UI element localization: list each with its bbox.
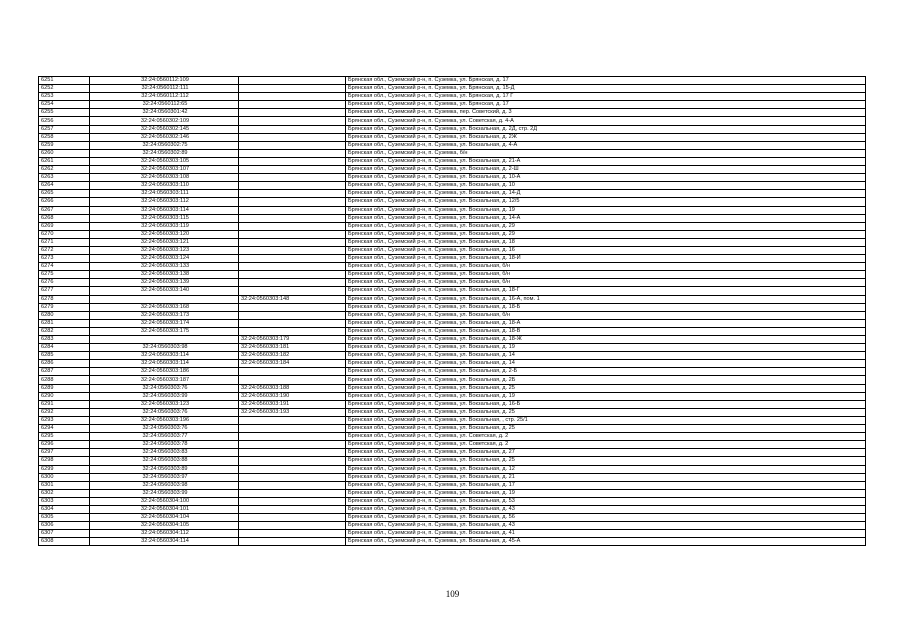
row-number-cell: 6256 (39, 117, 90, 125)
address-cell: Брянская обл., Суземский р-н, п. Суземка, ул. Вокзальная, д. 18-И (346, 255, 866, 263)
cadastral-number-cell: 32:24:0560303:77 (90, 433, 239, 441)
table-row (39, 489, 866, 497)
cadastral-number-cell: 32:24:0560303:98 (90, 344, 239, 352)
building-cadastral-number-cell (239, 149, 346, 157)
row-number-cell: 6274 (39, 263, 90, 271)
building-cadastral-number-cell (239, 457, 346, 465)
table-row (39, 384, 866, 392)
address-cell: Брянская обл., Суземский р-н, п. Суземка, ул. Вокзальная, д. 10-А (346, 174, 866, 182)
building-cadastral-number-cell (239, 522, 346, 530)
table-row (39, 206, 866, 214)
table-row (39, 481, 866, 489)
row-number-cell: 6288 (39, 376, 90, 384)
cadastral-number-cell: 32:24:0560303:114 (90, 352, 239, 360)
building-cadastral-number-cell (239, 530, 346, 538)
address-cell: Брянская обл., Суземский р-н, п. Суземка, ул. Вокзальная, д. 2-Б (346, 368, 866, 376)
cadastral-number-cell: 32:24:0560303:108 (90, 174, 239, 182)
building-cadastral-number-cell (239, 473, 346, 481)
table-row (39, 522, 866, 530)
building-cadastral-number-cell: 32:24:0560303:179 (239, 336, 346, 344)
building-cadastral-number-cell (239, 481, 346, 489)
cadastral-number-cell: 32:24:0560303:168 (90, 303, 239, 311)
cadastral-number-cell: 32:24:0560304:114 (90, 538, 239, 546)
address-cell: Брянская обл., Суземский р-н, п. Суземка, пер. Советский, д. 3 (346, 109, 866, 117)
table-row (39, 125, 866, 133)
row-number-cell: 6301 (39, 481, 90, 489)
address-cell: Брянская обл., Суземский р-н, п. Суземка, ул. Вокзальная, д. 29 (346, 222, 866, 230)
table-row (39, 327, 866, 335)
building-cadastral-number-cell: 32:24:0560303:191 (239, 400, 346, 408)
building-cadastral-number-cell (239, 376, 346, 384)
address-cell: Брянская обл., Суземский р-н, п. Суземка, ул. Советская, д. 2 (346, 441, 866, 449)
cadastral-number-cell: 32:24:0560302:75 (90, 141, 239, 149)
row-number-cell: 6304 (39, 505, 90, 513)
address-cell: Брянская обл., Суземский р-н, п. Суземка, ул. Вокзальная, д. 19 (346, 206, 866, 214)
building-cadastral-number-cell (239, 157, 346, 165)
table-row (39, 497, 866, 505)
address-cell: Брянская обл., Суземский р-н, п. Суземка, ул. Вокзальная, д. 18-Б (346, 303, 866, 311)
address-cell: Брянская обл., Суземский р-н, п. Суземка, ул. Вокзальная, д. 14 (346, 352, 866, 360)
cadastral-number-cell: 32:24:0560303:173 (90, 311, 239, 319)
row-number-cell: 6297 (39, 449, 90, 457)
address-cell: Брянская обл., Суземский р-н, п. Суземка, ул. Вокзальная, д. 43 (346, 505, 866, 513)
row-number-cell: 6282 (39, 327, 90, 335)
building-cadastral-number-cell (239, 303, 346, 311)
row-number-cell: 6302 (39, 489, 90, 497)
table-row (39, 287, 866, 295)
row-number-cell: 6305 (39, 514, 90, 522)
address-cell: Брянская обл., Суземский р-н, п. Суземка, ул. Вокзальная, д. 14 (346, 360, 866, 368)
row-number-cell: 6279 (39, 303, 90, 311)
table-row (39, 392, 866, 400)
row-number-cell: 6254 (39, 101, 90, 109)
row-number-cell: 6285 (39, 352, 90, 360)
row-number-cell: 6268 (39, 214, 90, 222)
row-number-cell: 6252 (39, 85, 90, 93)
table-row (39, 449, 866, 457)
cadastral-number-cell: 32:24:0560303:105 (90, 157, 239, 165)
cadastral-number-cell: 32:24:0560303:187 (90, 376, 239, 384)
building-cadastral-number-cell: 32:24:0560303:188 (239, 384, 346, 392)
cadastral-number-cell: 32:24:0560303:99 (90, 392, 239, 400)
table-row (39, 190, 866, 198)
address-cell: Брянская обл., Суземский р-н, п. Суземка, ул. Вокзальная, д. 45-А (346, 538, 866, 546)
cadastral-number-cell: 32:24:0560303:98 (90, 481, 239, 489)
address-cell: Брянская обл., Суземский р-н, п. Суземка, ул. Вокзальная, д. 18-Ж (346, 336, 866, 344)
row-number-cell: 6291 (39, 400, 90, 408)
cadastral-number-cell: 32:24:0560303:114 (90, 206, 239, 214)
address-cell: Брянская обл., Суземский р-н, п. Суземка, ул. Вокзальная, д. 14-Д (346, 190, 866, 198)
table-row (39, 505, 866, 513)
row-number-cell: 6287 (39, 368, 90, 376)
cadastral-number-cell: 32:24:0560303:115 (90, 214, 239, 222)
address-cell: Брянская обл., Суземский р-н, п. Суземка, ул. Вокзальная, д. 2Ж (346, 133, 866, 141)
row-number-cell: 6258 (39, 133, 90, 141)
building-cadastral-number-cell (239, 174, 346, 182)
cadastral-number-cell: 32:24:0560303:76 (90, 384, 239, 392)
row-number-cell: 6284 (39, 344, 90, 352)
address-cell: Брянская обл., Суземский р-н, п. Суземка, ул. Вокзальная, д. 43 (346, 522, 866, 530)
address-cell: Брянская обл., Суземский р-н, п. Суземка, ул. Советская, д. 2 (346, 433, 866, 441)
building-cadastral-number-cell (239, 214, 346, 222)
address-cell: Брянская обл., Суземский р-н, п. Суземка, ул. Вокзальная, д. 25 (346, 425, 866, 433)
row-number-cell: 6292 (39, 408, 90, 416)
building-cadastral-number-cell: 32:24:0560303:181 (239, 344, 346, 352)
building-cadastral-number-cell (239, 77, 346, 85)
building-cadastral-number-cell (239, 190, 346, 198)
cadastral-number-cell: 32:24:0560303:111 (90, 190, 239, 198)
cadastral-number-cell (90, 295, 239, 303)
table-row (39, 336, 866, 344)
building-cadastral-number-cell (239, 311, 346, 319)
cadastral-number-cell: 32:24:0560301:42 (90, 109, 239, 117)
cadastral-number-cell: 32:24:0560302:109 (90, 117, 239, 125)
row-number-cell: 6255 (39, 109, 90, 117)
row-number-cell: 6273 (39, 255, 90, 263)
table-row (39, 230, 866, 238)
building-cadastral-number-cell (239, 198, 346, 206)
table-row (39, 360, 866, 368)
address-cell: Брянская обл., Суземский р-н, п. Суземка, ул. Вокзальная, д. 27 (346, 449, 866, 457)
row-number-cell: 6286 (39, 360, 90, 368)
cadastral-number-cell: 32:24:0560112:112 (90, 93, 239, 101)
table-row (39, 198, 866, 206)
table-row (39, 222, 866, 230)
address-cell: Брянская обл., Суземский р-н, п. Суземка, ул. Вокзальная, д. 41 (346, 530, 866, 538)
row-number-cell: 6294 (39, 425, 90, 433)
row-number-cell: 6290 (39, 392, 90, 400)
cadastral-number-cell: 32:24:0560303:76 (90, 425, 239, 433)
row-number-cell: 6253 (39, 93, 90, 101)
address-cell: Брянская обл., Суземский р-н, п. Суземка, ул. Брянская, д. 17 (346, 77, 866, 85)
table-row (39, 157, 866, 165)
row-number-cell: 6251 (39, 77, 90, 85)
cadastral-number-cell: 32:24:0560302:89 (90, 149, 239, 157)
row-number-cell: 6263 (39, 174, 90, 182)
address-cell: Брянская обл., Суземский р-н, п. Суземка, ул. Вокзальная, д. 21-А (346, 157, 866, 165)
row-number-cell: 6267 (39, 206, 90, 214)
table-row (39, 141, 866, 149)
address-cell: Брянская обл., Суземский р-н, п. Суземка, ул. Вокзальная, , стр. 25/1 (346, 416, 866, 424)
table-row (39, 149, 866, 157)
row-number-cell: 6307 (39, 530, 90, 538)
row-number-cell: 6271 (39, 238, 90, 246)
building-cadastral-number-cell (239, 85, 346, 93)
row-number-cell: 6280 (39, 311, 90, 319)
table-row (39, 214, 866, 222)
row-number-cell: 6289 (39, 384, 90, 392)
building-cadastral-number-cell (239, 222, 346, 230)
building-cadastral-number-cell: 32:24:0560303:148 (239, 295, 346, 303)
cadastral-number-cell (90, 336, 239, 344)
table-row (39, 174, 866, 182)
cadastral-number-cell: 32:24:0560302:145 (90, 125, 239, 133)
table-row (39, 457, 866, 465)
cadastral-table (38, 76, 866, 546)
cadastral-number-cell: 32:24:0560112:111 (90, 85, 239, 93)
building-cadastral-number-cell (239, 465, 346, 473)
table-row (39, 279, 866, 287)
address-cell: Брянская обл., Суземский р-н, п. Суземка, ул. Советская, д. 4-А (346, 117, 866, 125)
row-number-cell: 6261 (39, 157, 90, 165)
cadastral-number-cell: 32:24:0560303:114 (90, 360, 239, 368)
building-cadastral-number-cell: 32:24:0560303:182 (239, 352, 346, 360)
cadastral-number-cell: 32:24:0560304:112 (90, 530, 239, 538)
cadastral-number-cell: 32:24:0560303:88 (90, 457, 239, 465)
building-cadastral-number-cell (239, 287, 346, 295)
table-row (39, 319, 866, 327)
row-number-cell: 6272 (39, 246, 90, 254)
row-number-cell: 6277 (39, 287, 90, 295)
address-cell: Брянская обл., Суземский р-н, п. Суземка, ул. Вокзальная, б/н (346, 279, 866, 287)
table-row (39, 93, 866, 101)
table-row (39, 368, 866, 376)
table-row (39, 238, 866, 246)
cadastral-number-cell: 32:24:0560303:138 (90, 271, 239, 279)
cadastral-number-cell: 32:24:0560303:119 (90, 222, 239, 230)
table-row (39, 538, 866, 546)
address-cell: Брянская обл., Суземский р-н, п. Суземка, ул. Вокзальная, д. 18-А (346, 319, 866, 327)
cadastral-number-cell: 32:24:0560303:123 (90, 400, 239, 408)
row-number-cell: 6260 (39, 149, 90, 157)
table-row (39, 311, 866, 319)
page-number: 109 (445, 589, 460, 599)
row-number-cell: 6293 (39, 416, 90, 424)
cadastral-number-cell: 32:24:0560303:89 (90, 465, 239, 473)
address-cell: Брянская обл., Суземский р-н, п. Суземка, ул. Вокзальная, д. 19 (346, 344, 866, 352)
cadastral-number-cell: 32:24:0560303:124 (90, 255, 239, 263)
table-row (39, 530, 866, 538)
table-row (39, 117, 866, 125)
building-cadastral-number-cell (239, 182, 346, 190)
row-number-cell: 6266 (39, 198, 90, 206)
building-cadastral-number-cell: 32:24:0560303:193 (239, 408, 346, 416)
cadastral-number-cell: 32:24:0560112:109 (90, 77, 239, 85)
address-cell: Брянская обл., Суземский р-н, п. Суземка, ул. Вокзальная, д. 18 (346, 238, 866, 246)
building-cadastral-number-cell (239, 441, 346, 449)
building-cadastral-number-cell (239, 109, 346, 117)
building-cadastral-number-cell (239, 368, 346, 376)
building-cadastral-number-cell (239, 93, 346, 101)
table-row (39, 255, 866, 263)
table-body (39, 77, 866, 546)
cadastral-number-cell: 32:24:0560304:101 (90, 505, 239, 513)
row-number-cell: 6299 (39, 465, 90, 473)
address-cell: Брянская обл., Суземский р-н, п. Суземка, ул. Вокзальная, д. 14-А (346, 214, 866, 222)
building-cadastral-number-cell (239, 425, 346, 433)
row-number-cell: 6257 (39, 125, 90, 133)
cadastral-number-cell: 32:24:0560303:83 (90, 449, 239, 457)
table-row (39, 376, 866, 384)
table-row (39, 109, 866, 117)
table-row (39, 303, 866, 311)
cadastral-number-cell: 32:24:0560303:139 (90, 279, 239, 287)
address-cell: Брянская обл., Суземский р-н, п. Суземка, ул. Вокзальная, д. 16-Б (346, 400, 866, 408)
cadastral-number-cell: 32:24:0560303:76 (90, 408, 239, 416)
address-cell: Брянская обл., Суземский р-н, п. Суземка, ул. Вокзальная, д. 2Б (346, 376, 866, 384)
address-cell: Брянская обл., Суземский р-н, п. Суземка, ул. Вокзальная, д. 2-Ш (346, 166, 866, 174)
building-cadastral-number-cell (239, 271, 346, 279)
row-number-cell: 6306 (39, 522, 90, 530)
building-cadastral-number-cell (239, 279, 346, 287)
table-row (39, 182, 866, 190)
cadastral-number-cell: 32:24:0560303:174 (90, 319, 239, 327)
address-cell: Брянская обл., Суземский р-н, п. Суземка, ул. Вокзальная, д. 10 (346, 182, 866, 190)
cadastral-number-cell: 32:24:0560303:97 (90, 473, 239, 481)
building-cadastral-number-cell (239, 133, 346, 141)
building-cadastral-number-cell (239, 246, 346, 254)
building-cadastral-number-cell: 32:24:0560303:184 (239, 360, 346, 368)
row-number-cell: 6259 (39, 141, 90, 149)
row-number-cell: 6262 (39, 166, 90, 174)
address-cell: Брянская обл., Суземский р-н, п. Суземка, ул. Брянская, д. 15-Д (346, 85, 866, 93)
building-cadastral-number-cell (239, 449, 346, 457)
address-cell: Брянская обл., Суземский р-н, п. Суземка, ул. Вокзальная, д. 21 (346, 473, 866, 481)
table-row (39, 77, 866, 85)
cadastral-number-cell: 32:24:0560303:99 (90, 489, 239, 497)
row-number-cell: 6265 (39, 190, 90, 198)
building-cadastral-number-cell (239, 505, 346, 513)
row-number-cell: 6270 (39, 230, 90, 238)
table-row (39, 271, 866, 279)
table-row (39, 295, 866, 303)
table-row (39, 416, 866, 424)
cadastral-number-cell: 32:24:0560303:78 (90, 441, 239, 449)
cadastral-number-cell: 32:24:0560304:104 (90, 514, 239, 522)
row-number-cell: 6298 (39, 457, 90, 465)
building-cadastral-number-cell (239, 433, 346, 441)
cadastral-number-cell: 32:24:0560112:65 (90, 101, 239, 109)
cadastral-number-cell: 32:24:0560303:120 (90, 230, 239, 238)
address-cell: Брянская обл., Суземский р-н, п. Суземка, ул. Вокзальная, д. 12 (346, 465, 866, 473)
cadastral-number-cell: 32:24:0560304:105 (90, 522, 239, 530)
row-number-cell: 6278 (39, 295, 90, 303)
cadastral-number-cell: 32:24:0560303:123 (90, 246, 239, 254)
row-number-cell: 6275 (39, 271, 90, 279)
address-cell: Брянская обл., Суземский р-н, п. Суземка, ул. Вокзальная, д. 25 (346, 457, 866, 465)
address-cell: Брянская обл., Суземский р-н, п. Суземка, ул. Вокзальная, д. 12/5 (346, 198, 866, 206)
row-number-cell: 6281 (39, 319, 90, 327)
address-cell: Брянская обл., Суземский р-н, п. Суземка, ул. Вокзальная, б/н (346, 271, 866, 279)
row-number-cell: 6269 (39, 222, 90, 230)
cadastral-number-cell: 32:24:0560303:175 (90, 327, 239, 335)
table-row (39, 133, 866, 141)
address-cell: Брянская обл., Суземский р-н, п. Суземка, ул. Брянская, д. 17 (346, 101, 866, 109)
row-number-cell: 6308 (39, 538, 90, 546)
table-row (39, 425, 866, 433)
cadastral-number-cell: 32:24:0560303:186 (90, 368, 239, 376)
address-cell: Брянская обл., Суземский р-н, п. Суземка, ул. Вокзальная, б/н (346, 311, 866, 319)
row-number-cell: 6300 (39, 473, 90, 481)
row-number-cell: 6295 (39, 433, 90, 441)
table-row (39, 400, 866, 408)
cadastral-number-cell: 32:24:0560303:133 (90, 263, 239, 271)
address-cell: Брянская обл., Суземский р-н, п. Суземка, ул. Вокзальная, д. 16-А, пом. 1 (346, 295, 866, 303)
building-cadastral-number-cell (239, 514, 346, 522)
building-cadastral-number-cell (239, 255, 346, 263)
row-number-cell: 6264 (39, 182, 90, 190)
address-cell: Брянская обл., Суземский р-н, п. Суземка, ул. Вокзальная, д. 2Д, стр. 2Д (346, 125, 866, 133)
table-row (39, 344, 866, 352)
address-cell: Брянская обл., Суземский р-н, п. Суземка, ул. Вокзальная, д. 18-В (346, 327, 866, 335)
building-cadastral-number-cell (239, 101, 346, 109)
building-cadastral-number-cell (239, 206, 346, 214)
table-row (39, 408, 866, 416)
table-row (39, 101, 866, 109)
address-cell: Брянская обл., Суземский р-н, п. Суземка, ул. Вокзальная, д. 17 (346, 481, 866, 489)
address-cell: Брянская обл., Суземский р-н, п. Суземка, ул. Вокзальная, б/н (346, 263, 866, 271)
building-cadastral-number-cell (239, 416, 346, 424)
table-row (39, 473, 866, 481)
table-row (39, 465, 866, 473)
building-cadastral-number-cell (239, 166, 346, 174)
address-cell: Брянская обл., Суземский р-н, п. Суземка, ул. Вокзальная, д. 19 (346, 489, 866, 497)
cadastral-number-cell: 32:24:0560303:107 (90, 166, 239, 174)
building-cadastral-number-cell (239, 141, 346, 149)
address-cell: Брянская обл., Суземский р-н, п. Суземка, ул. Вокзальная, д. 25 (346, 384, 866, 392)
building-cadastral-number-cell (239, 117, 346, 125)
address-cell: Брянская обл., Суземский р-н, п. Суземка, ул. Вокзальная, д. 16 (346, 246, 866, 254)
table-row (39, 514, 866, 522)
cadastral-number-cell: 32:24:0560303:112 (90, 198, 239, 206)
table-row (39, 246, 866, 254)
building-cadastral-number-cell (239, 538, 346, 546)
building-cadastral-number-cell (239, 238, 346, 246)
building-cadastral-number-cell (239, 319, 346, 327)
table-row (39, 166, 866, 174)
cadastral-number-cell: 32:24:0560302:146 (90, 133, 239, 141)
row-number-cell: 6276 (39, 279, 90, 287)
building-cadastral-number-cell (239, 263, 346, 271)
table-row (39, 263, 866, 271)
building-cadastral-number-cell: 32:24:0560303:190 (239, 392, 346, 400)
row-number-cell: 6283 (39, 336, 90, 344)
cadastral-number-cell: 32:24:0560303:196 (90, 416, 239, 424)
row-number-cell: 6303 (39, 497, 90, 505)
cadastral-number-cell: 32:24:0560304:100 (90, 497, 239, 505)
building-cadastral-number-cell (239, 489, 346, 497)
table-row (39, 441, 866, 449)
address-cell: Брянская обл., Суземский р-н, п. Суземка, ул. Вокзальная, д. 56 (346, 514, 866, 522)
address-cell: Брянская обл., Суземский р-н, п. Суземка, ул. Вокзальная, д. 18-Г (346, 287, 866, 295)
building-cadastral-number-cell (239, 230, 346, 238)
address-cell: Брянская обл., Суземский р-н, п. Суземка, ул. Вокзальная, д. 29 (346, 230, 866, 238)
address-cell: Брянская обл., Суземский р-н, п. Суземка, ул. Вокзальная, д. 19 (346, 392, 866, 400)
address-cell: Брянская обл., Суземский р-н, п. Суземка, ул. Брянская, д. 17 Г (346, 93, 866, 101)
building-cadastral-number-cell (239, 125, 346, 133)
address-cell: Брянская обл., Суземский р-н, п. Суземка, ул. Вокзальная, д. 4-А (346, 141, 866, 149)
address-cell: Брянская обл., Суземский р-н, п. Суземка, б/н (346, 149, 866, 157)
cadastral-number-cell: 32:24:0560303:140 (90, 287, 239, 295)
table-row (39, 433, 866, 441)
cadastral-number-cell: 32:24:0560303:110 (90, 182, 239, 190)
address-cell: Брянская обл., Суземский р-н, п. Суземка, ул. Вокзальная, д. 53 (346, 497, 866, 505)
address-cell: Брянская обл., Суземский р-н, п. Суземка, ул. Вокзальная, д. 25 (346, 408, 866, 416)
building-cadastral-number-cell (239, 327, 346, 335)
row-number-cell: 6296 (39, 441, 90, 449)
building-cadastral-number-cell (239, 497, 346, 505)
table-row (39, 352, 866, 360)
table-row (39, 85, 866, 93)
cadastral-number-cell: 32:24:0560303:121 (90, 238, 239, 246)
